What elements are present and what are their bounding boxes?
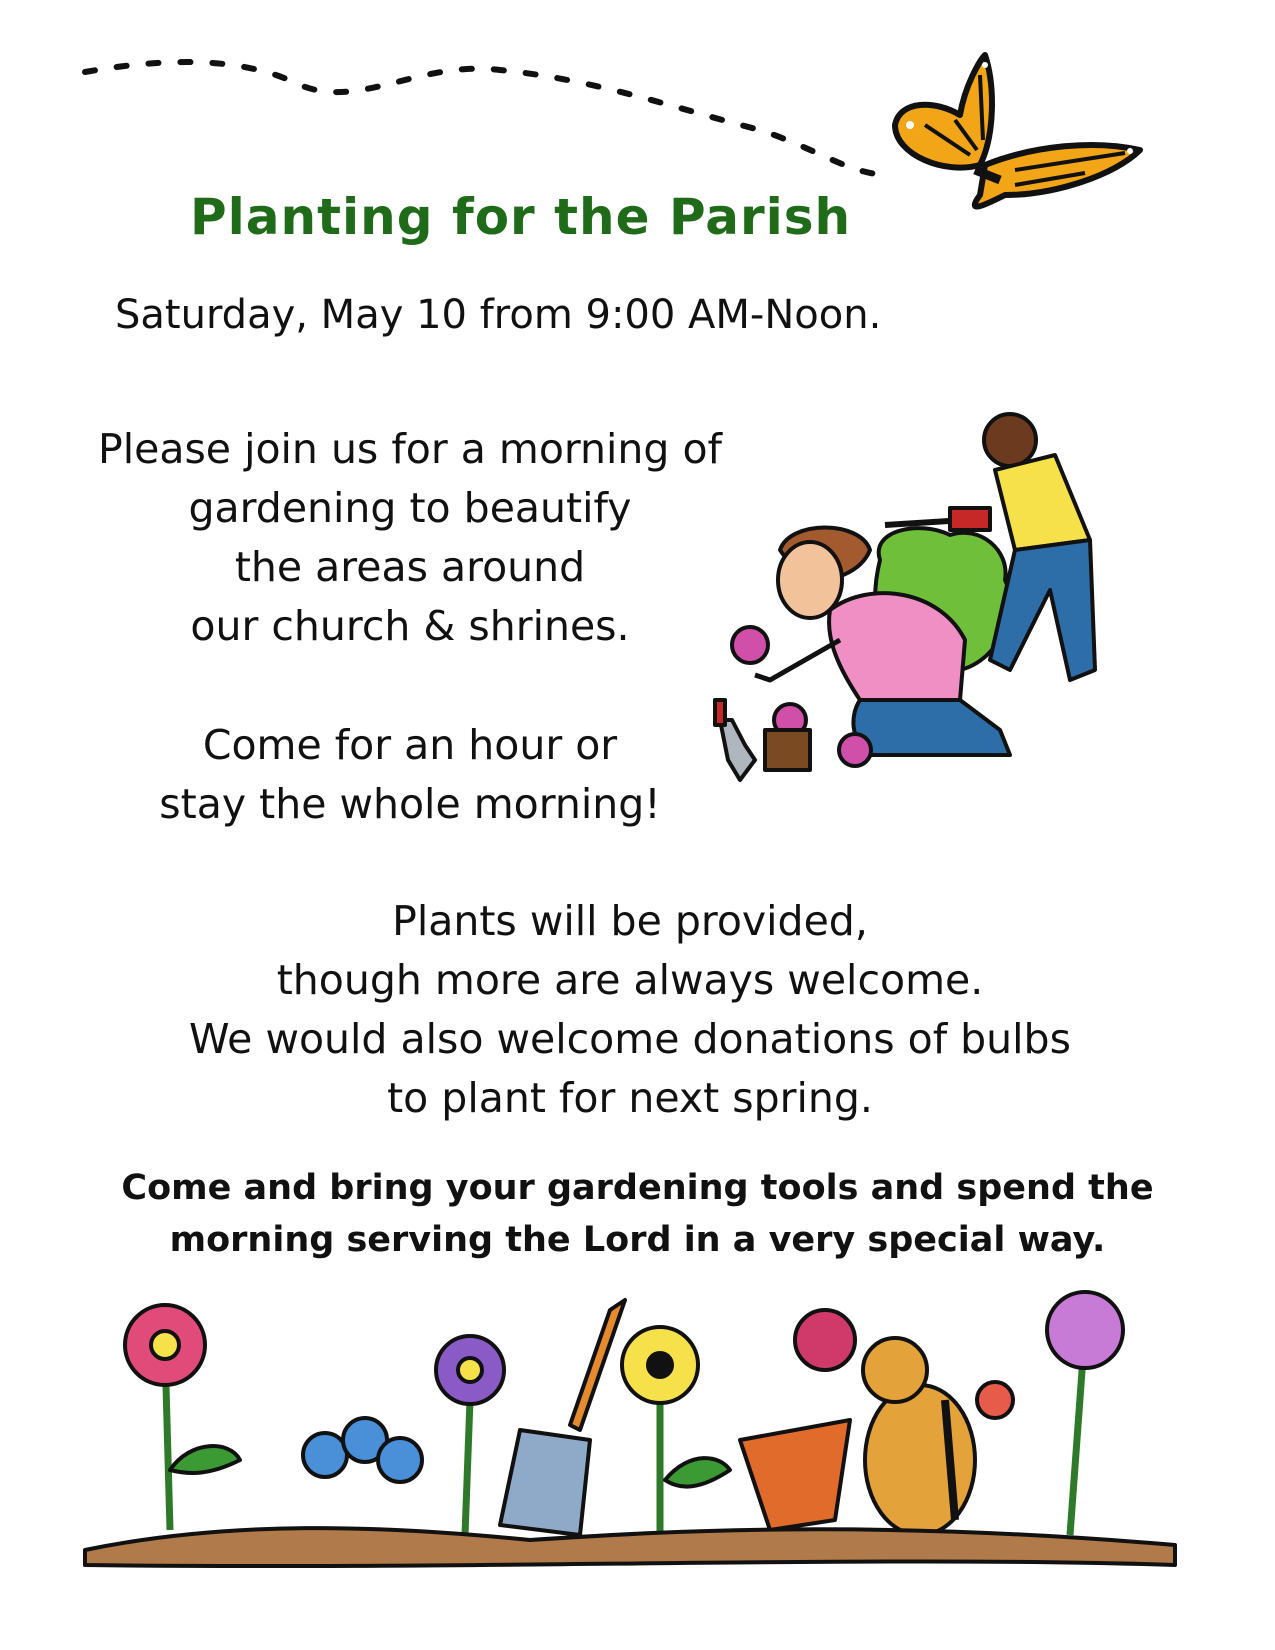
plants-line: to plant for next spring. xyxy=(387,1074,873,1122)
event-date: Saturday, May 10 from 9:00 AM-Noon. xyxy=(115,292,882,338)
duration-paragraph xyxy=(80,716,740,834)
gardeners-illustration xyxy=(710,400,1110,820)
duration-line: stay the whole morning! xyxy=(159,780,661,828)
closing-line: Come and bring your gardening tools and spend the xyxy=(121,1168,1154,1208)
invite-line: our church & shrines. xyxy=(190,602,630,650)
invite-line: gardening to beautify xyxy=(188,484,632,532)
invite-line: the areas around xyxy=(234,543,586,591)
invite-paragraph xyxy=(80,420,740,656)
plants-paragraph xyxy=(150,892,1110,1128)
closing-line: morning serving the Lord in a very special way. xyxy=(169,1220,1106,1260)
garden-border-illustration xyxy=(80,1290,1180,1580)
closing-paragraph xyxy=(100,1162,1175,1266)
plants-line: though more are always welcome. xyxy=(276,956,984,1004)
butterfly-icon xyxy=(885,45,1155,225)
duration-line: Come for an hour or xyxy=(202,721,618,769)
plants-line: We would also welcome donations of bulbs xyxy=(189,1015,1071,1063)
plants-line: Plants will be provided, xyxy=(392,897,868,945)
page-title: Planting for the Parish xyxy=(190,188,852,246)
invite-line: Please join us for a morning of xyxy=(97,425,722,473)
